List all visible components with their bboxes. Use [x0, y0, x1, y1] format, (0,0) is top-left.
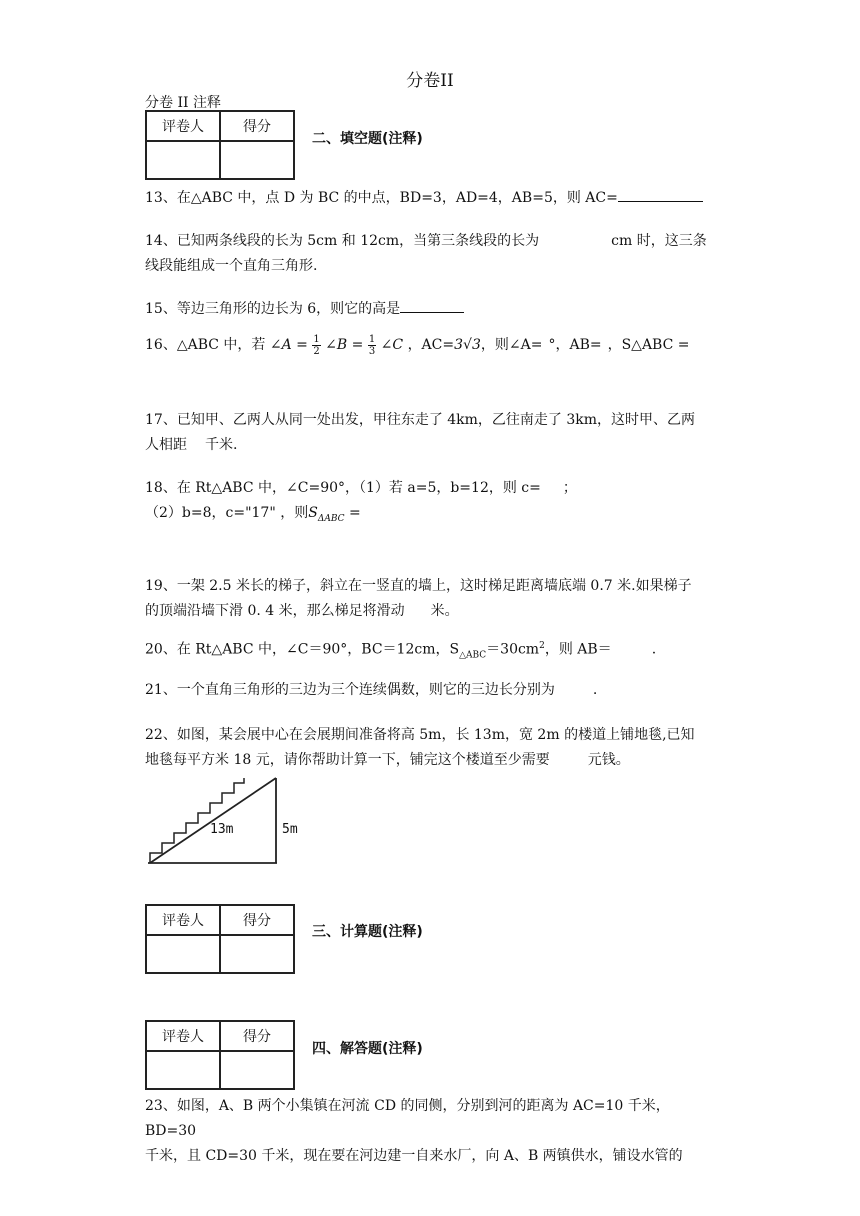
stair-steps	[150, 778, 244, 863]
q16-text-c: °，AB=	[548, 337, 602, 353]
question-19	[145, 574, 720, 624]
q22-text-c: 元钱。	[587, 752, 630, 768]
q15-text: 15、等边三角形的边长为 6，则它的高是	[145, 301, 401, 317]
q13-text: 13、在△ABC 中，点 D 为 BC 的中点，BD=3，AD=4，AB=5，则 AC=	[145, 190, 618, 206]
q19-text-a: 19、一架 2.5 米长的梯子，斜立在一竖直的墙上，这时梯足距离墙底端 0.7 米.如果梯子	[145, 578, 692, 594]
section-heading-calculation: 三、计算题(注释)	[312, 924, 423, 940]
q18-text-a: 18、在 Rt△ABC 中，∠C=90°，（1）若 a=5，b=12，则 c=	[145, 480, 541, 496]
grader-cell[interactable]	[146, 141, 220, 179]
q19-text-b: 的顶端沿墙下滑 0. 4 米，那么梯足将滑动	[145, 603, 405, 619]
question-15	[145, 297, 720, 322]
question-21	[145, 678, 720, 703]
score-table-1	[145, 110, 295, 180]
question-16	[145, 333, 720, 358]
height-label: 5m	[282, 822, 298, 837]
q18-text-b2: =	[344, 505, 361, 521]
q14-text-b: cm 时，这三条	[611, 233, 707, 249]
q16-text-a: 16、△ABC 中，若	[145, 337, 266, 353]
q19-text-c: 米。	[430, 603, 459, 619]
question-17	[145, 408, 720, 458]
q14-text-c: 线段能组成一个直角三角形.	[145, 258, 318, 274]
score-cell[interactable]	[220, 141, 294, 179]
score-cell[interactable]	[220, 935, 294, 973]
q17-text-a: 17、已知甲、乙两人从同一处出发，甲往东走了 4km，乙往南走了 3km，这时甲、乙两	[145, 412, 696, 428]
ac-value: 3√3	[454, 337, 481, 353]
section-heading-fill-blank: 二、填空题(注释)	[312, 131, 423, 147]
section-heading-answer: 四、解答题(注释)	[312, 1041, 423, 1057]
grader-label: 评卷人	[146, 905, 220, 935]
question-23	[145, 1094, 720, 1169]
q20-text-b: ＝30cm	[486, 641, 540, 658]
q22-text-a: 22、如图，某会展中心在会展期间准备将高 5m，长 13m，宽 2m 的楼道上铺地毯,已知	[145, 727, 695, 743]
q21-text-a: 21、一个直角三角形的三边为三个连续偶数，则它的三边长分别为	[145, 682, 555, 698]
score-cell[interactable]	[220, 1051, 294, 1089]
q18-text-b: （2）b=8，c="17" ，则	[145, 505, 309, 521]
grader-cell[interactable]	[146, 1051, 220, 1089]
q20-text-a: 20、在 Rt△ABC 中，∠C＝90°，BC＝12cm，S	[145, 641, 460, 658]
grader-cell[interactable]	[146, 935, 220, 973]
hyp-label: 13m	[210, 822, 234, 837]
angle-relation: ∠A = $\frac{1}{2}$ ∠B = $\frac{1}{3}$ ∠C	[269, 333, 404, 357]
q16-text-b: ，则∠A=	[480, 337, 543, 353]
q14-text-a: 14、已知两条线段的长为 5cm 和 12cm，当第三条线段的长为	[145, 233, 540, 249]
question-13	[145, 186, 720, 211]
q17-text-c: 千米.	[205, 437, 238, 453]
staircase-figure	[140, 775, 310, 870]
answer-blank[interactable]	[400, 298, 464, 313]
section-note: 分卷 II 注释	[145, 95, 221, 111]
question-20: 20、在 Rt△ABC 中，∠C＝90°，BC＝12cm，$S_{\triangle ABC}=30cm^2$，则 AB＝ .	[145, 641, 657, 661]
q20-text-d: .	[651, 641, 657, 658]
question-18	[145, 476, 720, 532]
answer-blank[interactable]	[618, 187, 703, 202]
q16-text-d: ，S△ABC =	[607, 337, 690, 353]
question-22	[145, 723, 720, 773]
q21-text-b: .	[592, 682, 598, 698]
q22-text-b: 地毯每平方米 18 元，请你帮助计算一下，铺完这个楼道至少需要	[145, 752, 550, 768]
q23-text-a: 23、如图，A、B 两个小集镇在河流 CD 的同侧，分别到河的距离为 AC=10 千米，BD=30	[145, 1098, 670, 1139]
area-symbol: $S_{\Delta ABC}$	[308, 505, 345, 524]
q20-text-c: ，则 AB＝	[544, 641, 612, 658]
q16-ac-label: ，AC=	[407, 337, 455, 353]
q23-text-b: 千米，且 CD=30 千米，现在要在河边建一自来水厂，向 A、B 两镇供水，铺设水管的	[145, 1148, 683, 1164]
grader-label: 评卷人	[146, 111, 220, 141]
hypotenuse-line	[150, 778, 276, 863]
score-label: 得分	[220, 905, 294, 935]
score-label: 得分	[220, 1021, 294, 1051]
score-table-2	[145, 904, 295, 974]
page-title: 分卷II	[406, 71, 454, 91]
score-label: 得分	[220, 111, 294, 141]
q18-text-a2: ；	[562, 480, 577, 496]
score-table-3	[145, 1020, 295, 1090]
question-14	[145, 229, 720, 279]
q17-text-b: 人相距	[145, 437, 187, 453]
grader-label: 评卷人	[146, 1021, 220, 1051]
